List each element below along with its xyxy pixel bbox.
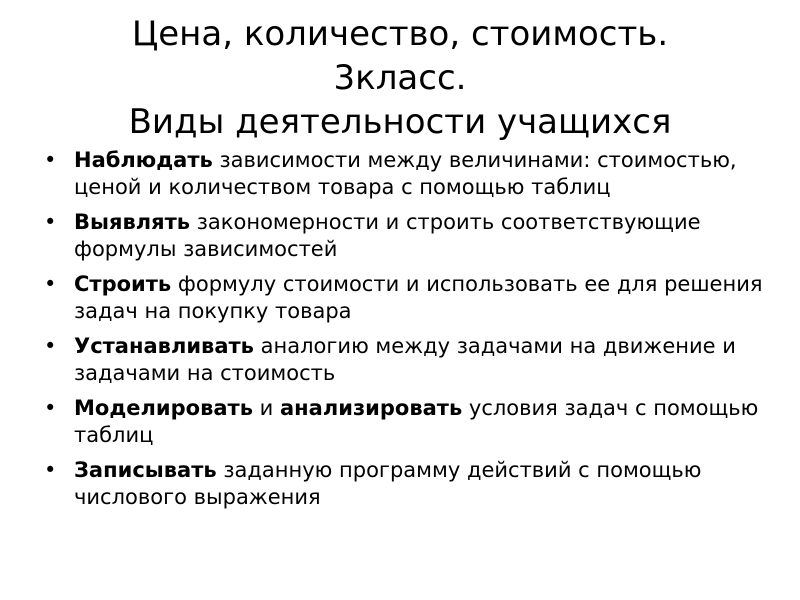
bullet-marker: • [44, 272, 57, 296]
bullet-keyword: Устанавливать [74, 334, 254, 358]
bullet-text: аналогию между задачами на движение и задачами на стоимость [74, 334, 736, 385]
bullet-keyword: Строить [74, 272, 172, 296]
title-line-3: Виды деятельности учащихся [128, 102, 672, 142]
bullet-item [44, 209, 764, 263]
bullet-marker: • [44, 210, 57, 234]
bullet-list [44, 147, 764, 519]
bullet-text: зависимости между величинами: стоимостью, ценой и количеством товара с помощью таблиц [74, 148, 737, 199]
bullet-item [44, 271, 764, 325]
bullet-marker: • [44, 148, 57, 172]
bullet-marker: • [44, 396, 57, 420]
bullet-keyword-2: анализировать [280, 396, 463, 420]
bullet-connector: и [253, 396, 280, 420]
bullet-keyword: Записывать [74, 458, 217, 482]
bullet-text: условия задач с помощью таблиц [74, 396, 759, 447]
title-line-2: 3класс. [333, 58, 467, 98]
bullet-text: заданную программу действий с помощью числового выражения [74, 458, 702, 509]
bullet-item [44, 457, 764, 511]
bullet-keyword: Выявлять [74, 210, 191, 234]
title-line-1: Цена, количество, стоимость. [131, 14, 669, 54]
bullet-item [44, 333, 764, 387]
bullet-marker: • [44, 334, 57, 358]
bullet-marker: • [44, 458, 57, 482]
bullet-text: формулу стоимости и использовать ее для решения задач на покупку товара [74, 272, 763, 323]
bullet-keyword: Наблюдать [74, 148, 213, 172]
bullet-text: закономерности и строить соответствующие формулы зависимостей [74, 210, 701, 261]
bullet-item [44, 147, 764, 201]
slide-title [40, 12, 760, 144]
bullet-item [44, 395, 764, 449]
bullet-keyword: Моделировать [74, 396, 253, 420]
